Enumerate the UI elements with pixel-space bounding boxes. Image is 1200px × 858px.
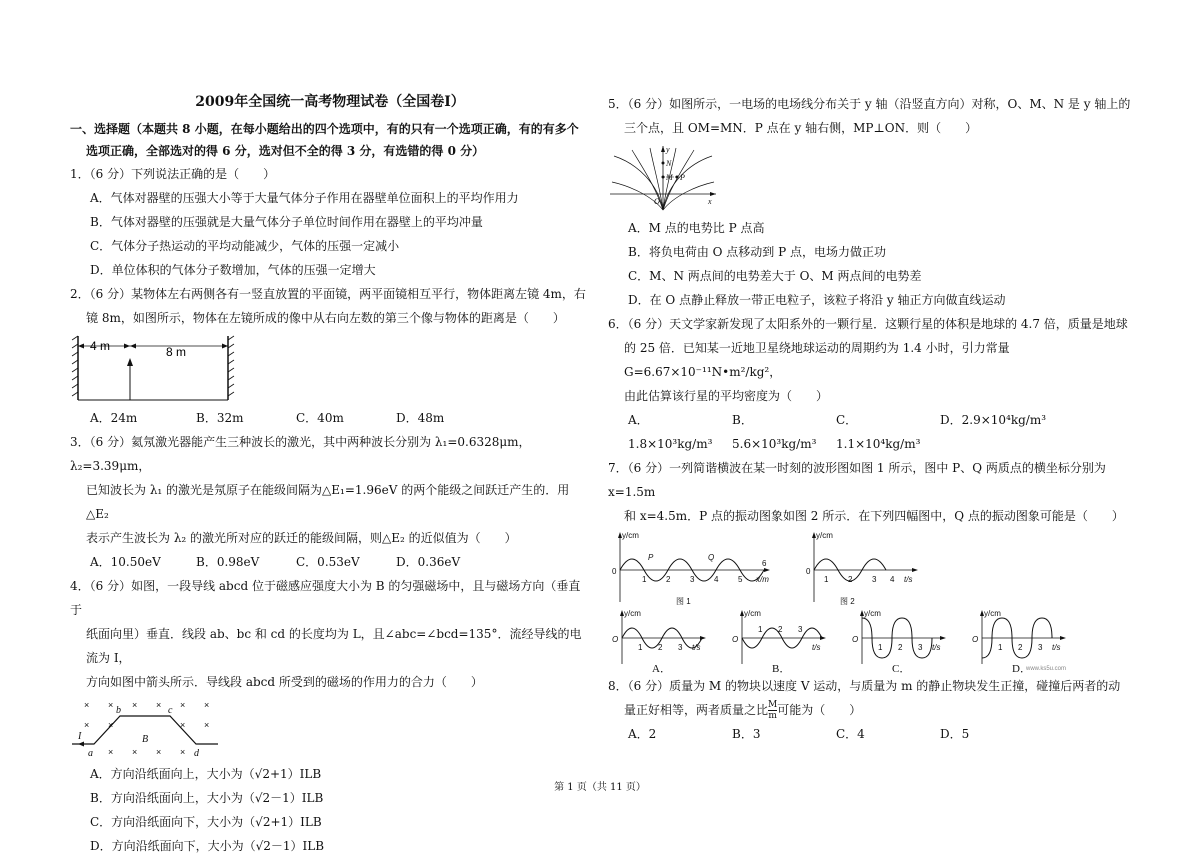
fig1-tick: 4 bbox=[714, 575, 719, 584]
graph-tick: 1 bbox=[998, 643, 1003, 652]
option-c: C．40m bbox=[296, 411, 344, 425]
page-footer: 第 1 页（共 11 页） bbox=[554, 782, 646, 793]
left-column bbox=[70, 92, 590, 858]
option-b: B．将负电荷由 O 点移动到 P 点，电场力做正功 bbox=[628, 245, 886, 259]
field-label: B bbox=[142, 734, 149, 745]
svg-text:×: × bbox=[180, 700, 186, 710]
current-label: I bbox=[78, 731, 82, 742]
graph-xlabel: t/s bbox=[692, 643, 701, 652]
mass-ratio-fraction bbox=[768, 700, 777, 721]
option-b: B．3 bbox=[732, 727, 761, 741]
option-d: D．0.36eV bbox=[396, 555, 461, 569]
question-stem: 8．（6 分）质量为 M 的物块以速度 V 运动，与质量为 m 的静止物块发生正撞，碰撞后两者的动 bbox=[608, 679, 1121, 693]
fig2-tick: 1 bbox=[824, 575, 829, 584]
graph-ylabel: y/cm bbox=[624, 609, 641, 618]
svg-text:×: × bbox=[108, 720, 114, 730]
graph-xlabel: t/s bbox=[812, 643, 821, 652]
option-a: A．10.50eV bbox=[90, 555, 161, 569]
option-a: A．24m bbox=[90, 411, 138, 425]
point-m-label: M bbox=[666, 173, 673, 182]
graph-ylabel: y/cm bbox=[984, 609, 1001, 618]
wave-figure-2 bbox=[804, 530, 924, 608]
graph-xlabel: t/s bbox=[1052, 643, 1061, 652]
point-p-label: P bbox=[680, 173, 685, 182]
graph-tick: 3 bbox=[678, 643, 683, 652]
svg-text:×: × bbox=[156, 700, 162, 710]
option-c: C．方向沿纸面向下，大小为（√2+1）ILB bbox=[90, 815, 322, 829]
option-a: A．1.8×10³kg/m³ bbox=[628, 413, 713, 451]
option-d: D．单位体积的气体分子数增加，气体的压强一定增大 bbox=[90, 263, 376, 277]
svg-text:×: × bbox=[204, 700, 210, 710]
option-b: B．气体对器壁的压强就是大量气体分子单位时间作用在器壁上的平均冲量 bbox=[90, 215, 483, 229]
question-stem-cont: 和 x=4.5m．P 点的振动图象如图 2 所示．在下列四幅图中，Q 点的振动图象可能是（ ） bbox=[624, 509, 1124, 523]
question-stem: 6．（6 分）天文学家新发现了太阳系外的一颗行星．这颗行星的体积是地球的 4.7 倍，质量是地球 bbox=[608, 317, 1128, 331]
svg-text:×: × bbox=[84, 700, 90, 710]
svg-text:×: × bbox=[180, 747, 186, 757]
graph-tick: 1 bbox=[638, 643, 643, 652]
options-row bbox=[608, 722, 1148, 746]
option-d: D．在 O 点静止释放一带正电粒子，该粒子将沿 y 轴正方向做直线运动 bbox=[628, 293, 1006, 307]
fig1-caption: 图 1 bbox=[676, 597, 691, 606]
question-2 bbox=[70, 282, 590, 430]
graph-tick: 2 bbox=[898, 643, 903, 652]
options-row bbox=[70, 550, 590, 574]
answer-graphs-row bbox=[608, 608, 1148, 674]
option-a: A．M 点的电势比 P 点高 bbox=[628, 221, 765, 235]
question-stem-cont: 表示产生波长为 λ₂ 的激光所对应的跃迁的能级间隔，则△E₂ 的近似值为（ ） bbox=[86, 531, 517, 545]
option-a-label: A． bbox=[652, 663, 671, 674]
fig1-tick: 2 bbox=[666, 575, 671, 584]
answer-graph-a bbox=[608, 608, 708, 674]
question-4 bbox=[70, 574, 590, 858]
section-heading bbox=[70, 118, 590, 162]
wire-field-figure bbox=[70, 698, 220, 758]
graph-origin: O bbox=[972, 635, 979, 644]
option-c: C．1.1×10⁴kg/m³ bbox=[836, 413, 921, 451]
question-3 bbox=[70, 430, 590, 574]
option-d: D．5 bbox=[940, 727, 970, 741]
option-c: C．气体分子热运动的平均动能减少，气体的压强一定减小 bbox=[90, 239, 400, 253]
fig1-ylabel: y/cm bbox=[622, 531, 639, 540]
distance-left-label: 4 m bbox=[90, 339, 111, 353]
fig2-caption: 图 2 bbox=[840, 597, 855, 606]
distance-right-label: 8 m bbox=[166, 345, 187, 359]
question-7 bbox=[608, 456, 1148, 674]
stem-post: 可能为（ ） bbox=[777, 703, 862, 717]
question-stem: 4．（6 分）如图，一段导线 abcd 位于磁感应强度大小为 B 的匀强磁场中，且与磁场方向（垂直于 bbox=[70, 579, 581, 617]
fig2-tick: 2 bbox=[848, 575, 853, 584]
option-a: A．2 bbox=[628, 727, 657, 741]
point-o-label: O bbox=[654, 197, 660, 206]
fig2-tick: 0 bbox=[806, 567, 811, 576]
fig1-tick: 3 bbox=[690, 575, 695, 584]
svg-text:×: × bbox=[108, 747, 114, 757]
question-stem: 3．（6 分）氦氖激光器能产生三种波长的激光，其中两种波长分别为 λ₁=0.6328μm，λ₂=3.39μm， bbox=[70, 435, 531, 473]
fig2-xlabel: t/s bbox=[904, 575, 913, 584]
option-b: B．0.98eV bbox=[196, 555, 260, 569]
point-n-label: N bbox=[666, 159, 672, 168]
graph-tick: 3 bbox=[1038, 643, 1043, 652]
fig1-xlabel: x/m bbox=[756, 575, 769, 584]
option-b: B．32m bbox=[196, 411, 244, 425]
fig1-tick: 6 bbox=[762, 559, 767, 568]
question-stem: 1．（6 分）下列说法正确的是（ ） bbox=[70, 167, 276, 181]
option-d: D．2.9×10⁴kg/m³ bbox=[940, 413, 1047, 427]
answer-graph-b bbox=[728, 608, 828, 674]
right-column bbox=[608, 92, 1148, 746]
question-stem-cont: 由此估算该行星的平均密度为（ ） bbox=[624, 389, 829, 403]
question-stem-cont: 已知波长为 λ₁ 的激光是氖原子在能级间隔为△E₁=1.96eV 的两个能级之间跃迁产生的．用△E₂ bbox=[86, 483, 570, 521]
option-c: C．M、N 两点间的电势差大于 O、M 两点间的电势差 bbox=[628, 269, 922, 283]
stem-pre: 量正好相等，两者质量之比 bbox=[624, 703, 769, 717]
svg-text:×: × bbox=[156, 747, 162, 757]
question-stem: 2．（6 分）某物体左右两侧各有一竖直放置的平面镜，两平面镜相互平行，物体距离左镜 4m，右 bbox=[70, 287, 586, 301]
answer-graph-c bbox=[848, 608, 948, 674]
option-d-label: D． bbox=[1012, 663, 1031, 674]
option-c-label: C． bbox=[892, 663, 911, 674]
graph-tick: 1 bbox=[758, 625, 763, 634]
graph-origin: O bbox=[612, 635, 619, 644]
option-c: C．4 bbox=[836, 727, 865, 741]
graph-origin: O bbox=[732, 635, 739, 644]
question-stem-cont bbox=[608, 698, 1148, 722]
graph-ylabel: y/cm bbox=[864, 609, 881, 618]
svg-text:×: × bbox=[84, 720, 90, 730]
question-stem: 7．（6 分）一列简谐横波在某一时刻的波形图如图 1 所示，图中 P、Q 两质点的横坐标分别为 x=1.5m bbox=[608, 461, 1106, 499]
fig1-tick: 1 bbox=[642, 575, 647, 584]
question-stem: 5．（6 分）如图所示，一电场的电场线分布关于 y 轴（沿竖直方向）对称，O、M、N 是 y 轴上的 bbox=[608, 97, 1131, 111]
point-a-label: a bbox=[88, 748, 93, 758]
question-stem-cont: 纸面向里）垂直．线段 ab、bc 和 cd 的长度均为 L，且∠abc=∠bcd=135°．流经导线的电流为 I， bbox=[86, 627, 582, 665]
wave-figures-row bbox=[608, 530, 1148, 608]
watermark-text: www.ks5u.com bbox=[1026, 666, 1067, 672]
question-6 bbox=[608, 312, 1148, 456]
option-d: D．48m bbox=[396, 411, 445, 425]
graph-ylabel: y/cm bbox=[744, 609, 761, 618]
fig2-tick: 3 bbox=[872, 575, 877, 584]
svg-text:×: × bbox=[132, 700, 138, 710]
option-a: A．气体对器壁的压强大小等于大量气体分子作用在器壁单位面积上的平均作用力 bbox=[90, 191, 519, 205]
axis-y-label: y bbox=[666, 145, 670, 154]
graph-tick: 2 bbox=[778, 625, 783, 634]
section-line-1: 一、选择题（本题共 8 小题，在每小题给出的四个选项中，有的只有一个选项正确，有的有多个 bbox=[70, 122, 579, 136]
fig2-tick: 4 bbox=[890, 575, 895, 584]
question-stem-cont: 三个点，且 OM=MN．P 点在 y 轴右侧，MP⊥ON．则（ ） bbox=[624, 121, 978, 135]
svg-text:×: × bbox=[132, 747, 138, 757]
options-row bbox=[70, 406, 590, 430]
mirror-figure bbox=[70, 334, 240, 402]
options-row bbox=[608, 408, 1148, 456]
fig1-tick: 5 bbox=[738, 575, 743, 584]
fraction-numerator: M bbox=[768, 700, 778, 710]
question-stem-cont: 方向如图中箭头所示．导线段 abcd 所受到的磁场的作用力的合力（ ） bbox=[86, 675, 483, 689]
svg-text:×: × bbox=[108, 700, 114, 710]
axis-x-label: x bbox=[708, 197, 712, 206]
option-b: B．方向沿纸面向上，大小为（√2－1）ILB bbox=[90, 791, 324, 805]
point-b-label: b bbox=[116, 705, 121, 716]
question-stem-cont: 的 25 倍．已知某一近地卫星绕地球运动的周期约为 1.4 小时，引力常量 G=6.67×10⁻¹¹N•m²/kg²， bbox=[624, 341, 1010, 379]
point-c-label: c bbox=[168, 705, 173, 716]
point-p-label: P bbox=[648, 553, 654, 562]
wave-figure-1 bbox=[608, 530, 778, 608]
answer-graph-d bbox=[968, 608, 1068, 674]
question-8 bbox=[608, 674, 1148, 746]
graph-xlabel: t/s bbox=[932, 643, 941, 652]
option-a: A．方向沿纸面向上，大小为（√2+1）ILB bbox=[90, 767, 322, 781]
fig1-tick: 0 bbox=[612, 567, 617, 576]
page-title: 2009年全国统一高考物理试卷（全国卷Ⅰ） bbox=[195, 94, 465, 110]
graph-tick: 2 bbox=[658, 643, 663, 652]
fraction-denominator: m bbox=[768, 711, 777, 721]
graph-tick: 3 bbox=[918, 643, 923, 652]
graph-tick: 1 bbox=[878, 643, 883, 652]
question-1 bbox=[70, 162, 590, 282]
point-q-label: Q bbox=[708, 553, 715, 562]
svg-text:×: × bbox=[204, 720, 210, 730]
option-d: D．方向沿纸面向下，大小为（√2－1）ILB bbox=[90, 839, 325, 853]
point-d-label: d bbox=[194, 748, 199, 758]
option-b-label: B． bbox=[772, 663, 791, 674]
question-5 bbox=[608, 92, 1148, 312]
graph-tick: 2 bbox=[1018, 643, 1023, 652]
fig2-ylabel: y/cm bbox=[816, 531, 833, 540]
graph-origin: O bbox=[852, 635, 859, 644]
section-line-2: 选项正确，全部选对的得 6 分，选对但不全的得 3 分，有选错的得 0 分） bbox=[86, 144, 485, 158]
question-stem-cont: 镜 8m，如图所示，物体在左镜所成的像中从右向左数的第三个像与物体的距离是（ ） bbox=[86, 311, 565, 325]
svg-text:×: × bbox=[180, 720, 186, 730]
graph-tick: 3 bbox=[798, 625, 803, 634]
option-b: B．5.6×10³kg/m³ bbox=[732, 413, 817, 451]
electric-field-figure bbox=[608, 144, 718, 212]
option-c: C．0.53eV bbox=[296, 555, 360, 569]
